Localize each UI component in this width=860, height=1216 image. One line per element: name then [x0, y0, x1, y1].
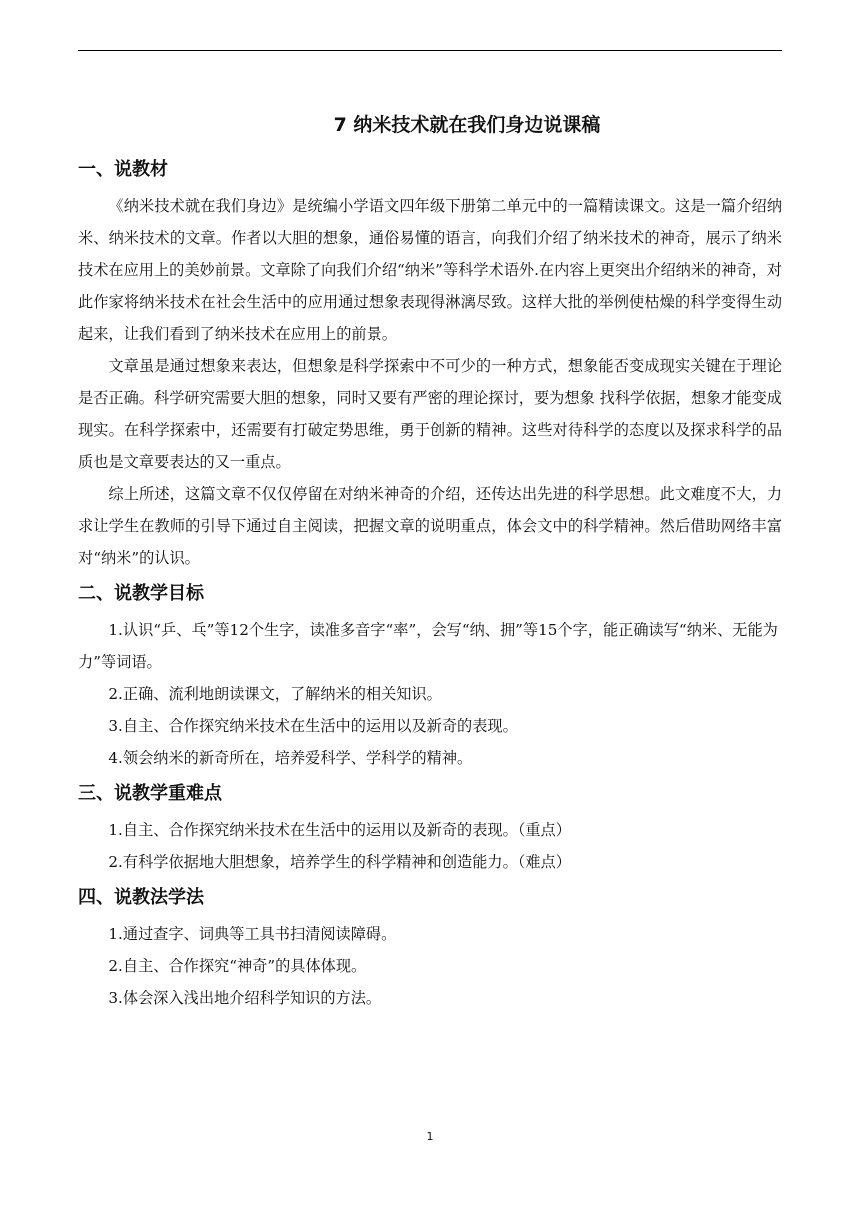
list-item: 1.认识“乒、乓”等12个生字，读准多音字“率”，会写“纳、拥”等15个字，能正确读写“纳米、无能为力”等词语。 [78, 621, 778, 671]
list-item: 2.有科学依据地大胆想象，培养学生的科学精神和创造能力。（难点） [108, 853, 571, 871]
paragraph: 《纳米技术就在我们身边》是统编小学语文四年级下册第二单元中的一篇精读课文。这是一篇介绍纳米、纳米技术的文章。作者以大胆的想象，通俗易懂的语言，向我们介绍了纳米技术的神奇，展示了纳米技术在应用上的美妙前景。文章除了向我们介绍“纳米”等科学术语外.在内容上更突出介绍纳米的神奇，对此作家将纳米技术在社会生活中的应用通过想象表现得淋漓尽致。这样大批的举例使枯燥的科学变得生动起来，让我们看到了纳米技术在应用上的前景。 [78, 197, 782, 343]
section-heading: 三、说教学重难点 [78, 783, 222, 804]
section-heading: 二、说教学目标 [78, 583, 204, 604]
section-heading: 一、说教材 [78, 159, 168, 180]
page-title: 7 纳米技术就在我们身边说课稿 [333, 114, 601, 136]
list-item: 1.通过查字、词典等工具书扫清阅读障碍。 [108, 925, 397, 943]
header-rule [78, 50, 782, 51]
page-number: 1 [426, 1130, 434, 1143]
list-item: 1.自主、合作探究纳米技术在生活中的运用以及新奇的表现。（重点） [108, 821, 571, 839]
list-item: 2.自主、合作探究“神奇”的具体体现。 [108, 957, 367, 975]
list-item: 4.领会纳米的新奇所在，培养爱科学、学科学的精神。 [108, 749, 473, 767]
list-item: 2.正确、流利地朗读课文，了解纳米的相关知识。 [108, 685, 442, 703]
list-item: 3.体会深入浅出地介绍科学知识的方法。 [108, 989, 382, 1007]
list-item: 3.自主、合作探究纳米技术在生活中的运用以及新奇的表现。 [108, 717, 518, 735]
paragraph: 综上所述，这篇文章不仅仅停留在对纳米神奇的介绍，还传达出先进的科学思想。此文难度不大，力求让学生在教师的引导下通过自主阅读，把握文章的说明重点，体会文中的科学精神。然后借助网络丰富对“纳米”的认识。 [78, 485, 782, 567]
paragraph: 文章虽是通过想象来表达，但想象是科学探索中不可少的一种方式，想象能否变成现实关键在于理论是否正确。科学研究需要大胆的想象，同时又要有严密的理论探讨，要为想象 找科学依据，想象才能变成现实。在科学探索中，还需要有打破定势思维，勇于创新的精神。这些对待科学的态度以及探求科学的品质也是文章要表达的又一重点。 [78, 357, 782, 471]
section-heading: 四、说教法学法 [78, 887, 204, 908]
document-body [78, 110, 782, 1014]
